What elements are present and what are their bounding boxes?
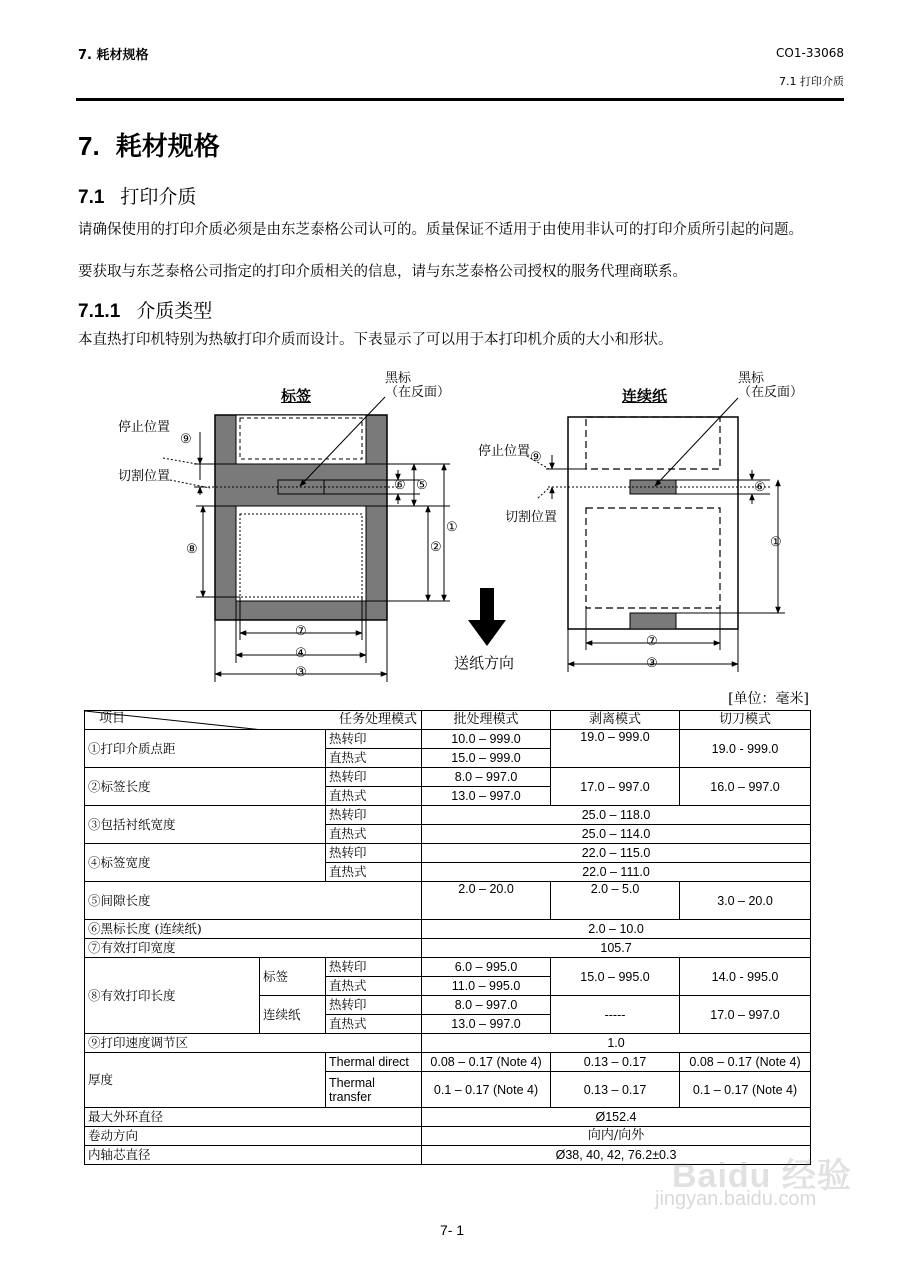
dim-6-right: ⑥: [754, 480, 766, 495]
row-item-pitch: ①打印介质点距: [85, 730, 326, 768]
cell-value: 0.08 – 0.17 (Note 4): [422, 1053, 551, 1072]
table-row: [85, 920, 811, 939]
cell-value: 25.0 – 118.0: [422, 806, 811, 825]
table-row: [85, 939, 811, 958]
cell-value: 6.0 – 995.0: [422, 958, 551, 977]
row-item-black-mark-length: ⑥黑标长度 (连续纸): [85, 920, 422, 939]
stop-position-label-right: 停止位置: [478, 444, 531, 459]
cell-value: 19.0 – 999.0: [551, 730, 680, 768]
media-spec-table: [84, 710, 811, 1165]
section-7-1-paragraph-2: 要获取与东芝泰格公司指定的打印介质相关的信息，请与东芝泰格公司授权的服务代理商联系。: [78, 264, 687, 280]
sub-continuous: 连续纸: [260, 996, 326, 1034]
table-row: [85, 1108, 811, 1127]
dim-3-left: ③: [295, 665, 307, 680]
sub-direct-thermal: 直热式: [326, 787, 422, 806]
continuous-paper-diagram: [527, 398, 785, 672]
row-item-speed-zone: ⑨打印速度调节区: [85, 1034, 422, 1053]
sub-thermal-transfer: 热转印: [326, 806, 422, 825]
table-row: [85, 1034, 811, 1053]
black-mark-note-right: （在反面）: [738, 385, 804, 400]
col-header-peel: 剥离模式: [551, 711, 680, 730]
cell-value: 15.0 – 999.0: [422, 749, 551, 768]
sub-thermal-transfer: 热转印: [326, 730, 422, 749]
cell-value: 15.0 – 995.0: [551, 958, 680, 996]
dim-3-right: ③: [646, 656, 658, 671]
row-item-effective-print-width: ⑦有效打印宽度: [85, 939, 422, 958]
table-row: [85, 768, 811, 787]
cell-value: 11.0 – 995.0: [422, 977, 551, 996]
cell-value: 0.1 – 0.17 (Note 4): [680, 1072, 811, 1108]
section-number: 7.1: [78, 187, 105, 208]
cell-value: 2.0 – 20.0: [422, 882, 551, 920]
continuous-figure-title: 连续纸: [622, 387, 668, 405]
dim-1-right: ①: [770, 535, 782, 550]
cell-value: 16.0 – 997.0: [680, 768, 811, 806]
subsection-text: 介质类型: [136, 300, 213, 322]
black-mark-note-left: （在反面）: [385, 385, 451, 400]
row-item-core-diameter: 内轴芯直径: [85, 1146, 422, 1165]
cut-position-label-right: 切割位置: [505, 510, 558, 525]
table-header-row: [85, 711, 811, 730]
cell-value: -----: [551, 996, 680, 1034]
cell-value: 22.0 – 115.0: [422, 844, 811, 863]
col-header-batch: 批处理模式: [422, 711, 551, 730]
row-item-thickness: 厚度: [85, 1053, 326, 1108]
row-item-label-length: ②标签长度: [85, 768, 326, 806]
table-row: [85, 844, 811, 863]
cell-value: 2.0 – 5.0: [551, 882, 680, 920]
cell-value: 0.13 – 0.17: [551, 1053, 680, 1072]
cell-value: 13.0 – 997.0: [422, 787, 551, 806]
sub-thermal-transfer: 热转印: [326, 844, 422, 863]
feed-direction-label: 送纸方向: [454, 654, 515, 672]
cell-value: Ø152.4: [422, 1108, 811, 1127]
label-diagram: [163, 397, 450, 682]
subsection-number: 7.1.1: [78, 301, 121, 322]
corner-item-label: 项目: [99, 711, 126, 726]
sub-thermal-transfer: 热转印: [326, 958, 422, 977]
table-row: [85, 882, 811, 920]
dim-7-left: ⑦: [295, 624, 307, 639]
table-row: [85, 1053, 811, 1072]
section-7-1-paragraph-1: 请确保使用的打印介质必须是由东芝泰格公司认可的。质量保证不适用于由使用非认可的打印介质所引起的问题。: [78, 222, 803, 238]
cell-value: 0.1 – 0.17 (Note 4): [422, 1072, 551, 1108]
cell-value: 0.13 – 0.17: [551, 1072, 680, 1108]
cell-value: 8.0 – 997.0: [422, 996, 551, 1015]
table-corner-cell: [85, 711, 422, 730]
cell-value: 14.0 - 995.0: [680, 958, 811, 996]
watermark-url: jingyan.baidu.com: [655, 1188, 817, 1210]
dim-1-left: ①: [446, 520, 458, 535]
header-doc-code: CO1-33068: [776, 46, 844, 60]
dim-7-right: ⑦: [646, 634, 658, 649]
sub-label: 标签: [260, 958, 326, 996]
cell-value: 2.0 – 10.0: [422, 920, 811, 939]
table-row: [85, 958, 811, 977]
cell-value: 3.0 – 20.0: [680, 882, 811, 920]
sub-thermal-transfer: 热转印: [326, 996, 422, 1015]
sub-direct-thermal: 直热式: [326, 977, 422, 996]
cell-value: 8.0 – 997.0: [422, 768, 551, 787]
feed-direction-arrow: [468, 588, 506, 646]
corner-mode-label: 任务处理模式: [339, 712, 418, 727]
col-header-cut: 切刀模式: [680, 711, 811, 730]
sub-direct-thermal: 直热式: [326, 749, 422, 768]
sub-direct-thermal: 直热式: [326, 1015, 422, 1034]
unit-note: [单位：毫米]: [728, 691, 809, 707]
black-mark-label-right: 黑标: [738, 371, 765, 386]
cell-value: 13.0 – 997.0: [422, 1015, 551, 1034]
page-number: 7- 1: [439, 1222, 465, 1238]
dim-2: ②: [430, 540, 442, 555]
row-item-width-with-backing: ③包括衬纸宽度: [85, 806, 326, 844]
dim-8: ⑧: [186, 542, 198, 557]
sub-thermal-transfer: 热转印: [326, 768, 422, 787]
cell-value: Ø38, 40, 42, 76.2±0.3: [422, 1146, 811, 1165]
title-number: 7.: [78, 131, 100, 161]
cell-value: 25.0 – 114.0: [422, 825, 811, 844]
cell-value: 105.7: [422, 939, 811, 958]
cell-value: 19.0 - 999.0: [680, 730, 811, 768]
cell-value: 向内/向外: [422, 1127, 811, 1146]
sub-direct-thermal: 直热式: [326, 863, 422, 882]
table-row: [85, 1127, 811, 1146]
cell-value: 17.0 – 997.0: [680, 996, 811, 1034]
dim-5: ⑤: [416, 478, 428, 493]
header-chapter: 7. 耗材规格: [78, 48, 149, 63]
watermark-logo: Baidu 经验: [672, 1157, 852, 1195]
row-item-effective-print-length: ⑧有效打印长度: [85, 958, 260, 1034]
cell-value: 1.0: [422, 1034, 811, 1053]
dim-9-right: ⑨: [530, 450, 542, 465]
cell-value: 22.0 – 111.0: [422, 863, 811, 882]
dim-9-left: ⑨: [180, 432, 192, 447]
label-figure-title: 标签: [281, 387, 312, 405]
table-row: [85, 730, 811, 749]
section-7-1-1-paragraph: 本直热打印机特别为热敏打印介质而设计。下表显示了可以用于本打印机介质的大小和形状。: [78, 332, 673, 348]
sub-thermal-transfer-line-2: transfer: [329, 1089, 372, 1104]
sub-thermal-transfer-en: [326, 1072, 422, 1108]
sub-direct-thermal: 直热式: [326, 825, 422, 844]
sub-thermal-direct: Thermal direct: [326, 1053, 422, 1072]
sub-thermal-transfer-line-1: Thermal: [329, 1075, 375, 1090]
row-item-max-outer-diameter: 最大外环直径: [85, 1108, 422, 1127]
header-section: 7.1 打印介质: [779, 75, 844, 88]
cell-value: 17.0 – 997.0: [551, 768, 680, 806]
cell-value: 0.08 – 0.17 (Note 4): [680, 1053, 811, 1072]
cell-value: 10.0 – 999.0: [422, 730, 551, 749]
dim-4: ④: [295, 646, 307, 661]
table-row: [85, 806, 811, 825]
row-item-gap-length: ⑤间隙长度: [85, 882, 422, 920]
dim-6-left: ⑥: [394, 478, 406, 493]
stop-position-label-left: 停止位置: [118, 420, 171, 435]
row-item-winding-direction: 卷动方向: [85, 1127, 422, 1146]
cut-position-label-left: 切割位置: [118, 469, 171, 484]
row-item-label-width: ④标签宽度: [85, 844, 326, 882]
section-text: 打印介质: [120, 186, 197, 208]
title-text: 耗材规格: [115, 132, 220, 162]
black-mark-label-left: 黑标: [385, 371, 412, 386]
